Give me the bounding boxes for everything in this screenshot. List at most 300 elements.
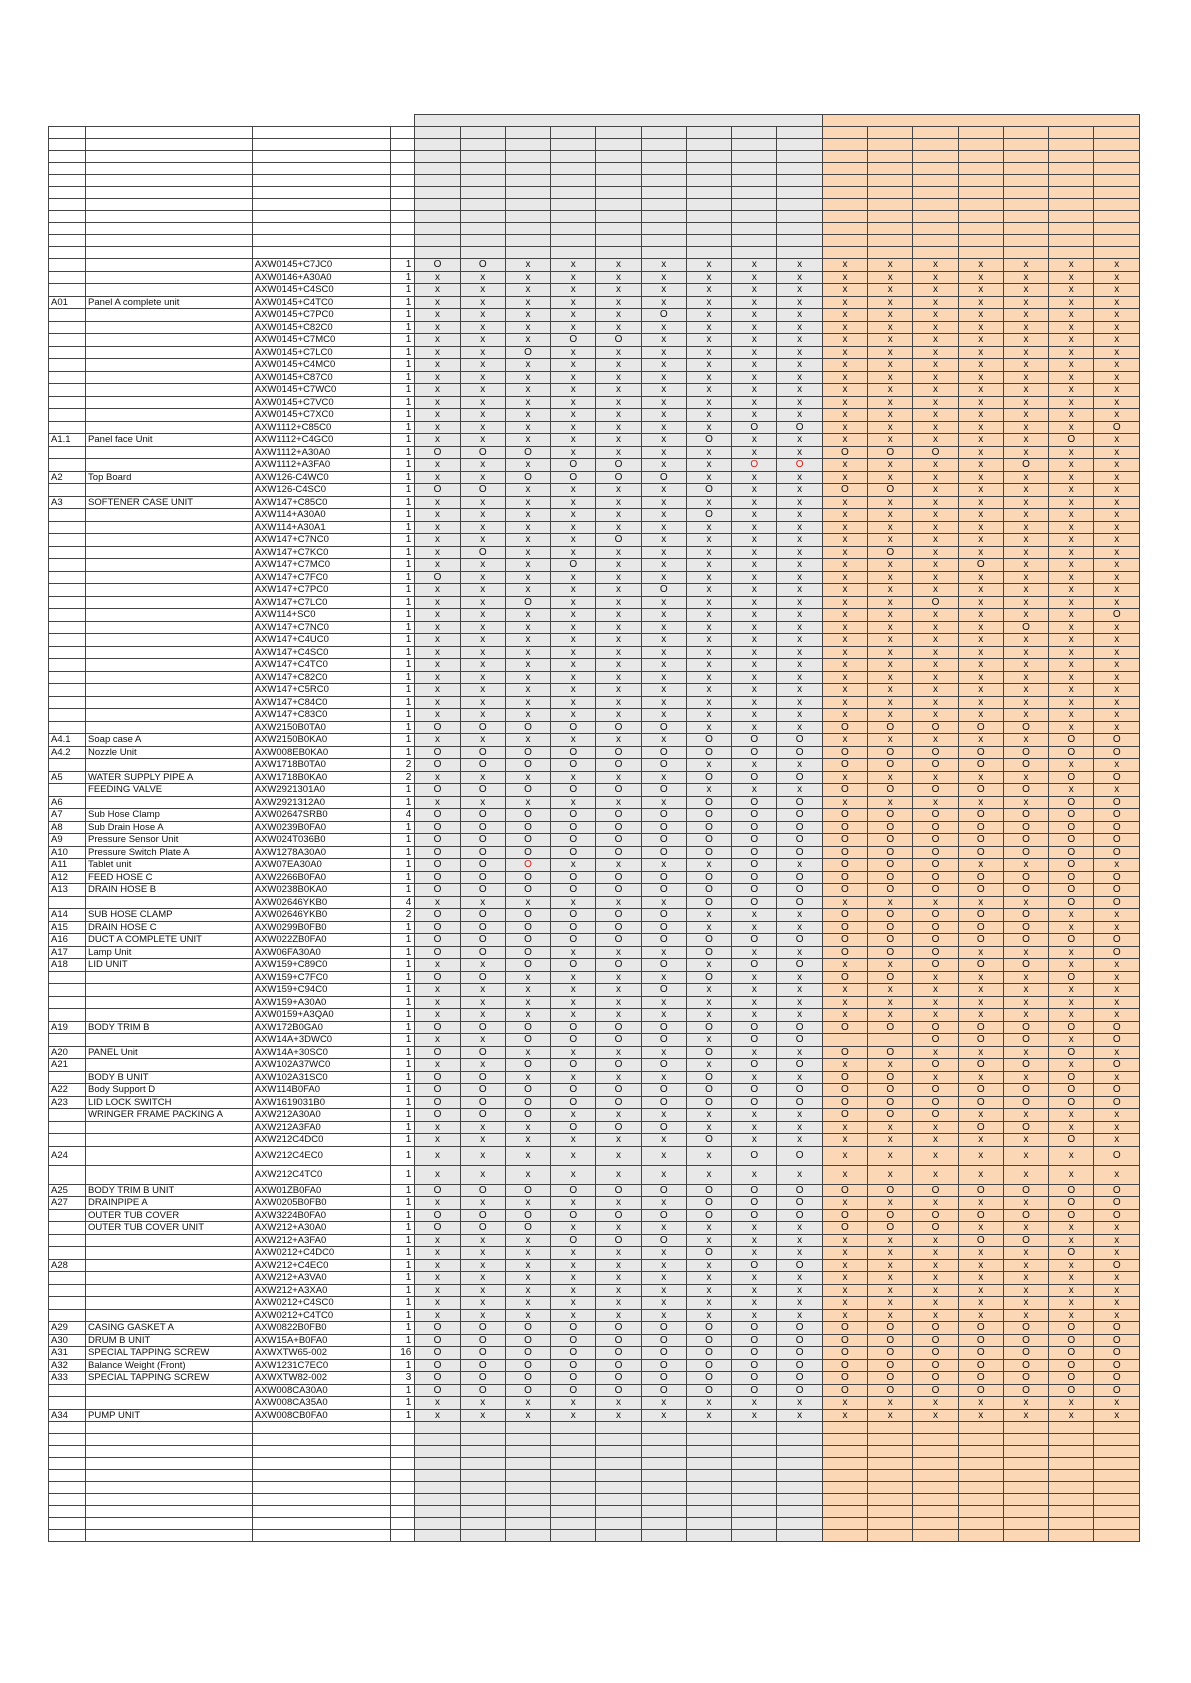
model-mark-cell: x	[732, 484, 777, 497]
model-mark-cell: O	[868, 846, 913, 859]
model-mark-cell: O	[913, 809, 958, 822]
description-cell: PANEL Unit	[86, 1046, 253, 1059]
model-mark-cell: O	[1049, 1359, 1094, 1372]
description-cell	[86, 1297, 253, 1310]
quantity-cell: 1	[390, 446, 415, 459]
model-mark-cell: x	[777, 921, 822, 934]
quantity-cell: 1	[390, 946, 415, 959]
model-mark-cell: x	[777, 646, 822, 659]
ref-cell	[49, 484, 86, 497]
model-mark-cell: O	[913, 596, 958, 609]
model-mark-cell: x	[686, 571, 731, 584]
model-mark-cell	[460, 163, 505, 175]
part-code-cell: AXWXTW65-002	[252, 1347, 390, 1360]
table-row	[49, 634, 1140, 647]
quantity-cell: 1	[390, 959, 415, 972]
model-mark-cell: x	[732, 971, 777, 984]
model-mark-cell: O	[596, 1121, 641, 1134]
model-mark-cell: x	[777, 1409, 822, 1422]
model-mark-cell: x	[732, 384, 777, 397]
model-mark-cell: x	[596, 384, 641, 397]
model-mark-cell: x	[958, 659, 1003, 672]
model-mark-cell: x	[1003, 559, 1048, 572]
model-mark-cell	[1003, 1518, 1048, 1530]
model-mark-cell	[551, 1530, 596, 1542]
model-mark-cell: x	[686, 396, 731, 409]
table-row	[49, 896, 1140, 909]
model-mark-cell: x	[1003, 1071, 1048, 1084]
model-mark-cell	[641, 1506, 686, 1518]
model-mark-cell: x	[1094, 321, 1140, 334]
model-mark-cell: x	[686, 346, 731, 359]
model-mark-cell	[868, 1458, 913, 1470]
model-mark-cell: O	[958, 1034, 1003, 1047]
model-mark-cell: x	[822, 334, 867, 347]
model-mark-cell: x	[913, 896, 958, 909]
description-cell	[86, 584, 253, 597]
part-code-cell: AXW02646YKB0	[252, 896, 390, 909]
part-code-cell: AXW1112+A3FA0	[252, 459, 390, 472]
model-mark-cell: x	[1094, 634, 1140, 647]
model-mark-cell: O	[777, 821, 822, 834]
model-mark-cell: x	[777, 1309, 822, 1322]
model-mark-cell	[1049, 199, 1094, 211]
model-mark-cell: x	[1094, 646, 1140, 659]
model-mark-cell: x	[460, 1009, 505, 1022]
model-mark-cell: O	[641, 909, 686, 922]
model-mark-cell: x	[822, 1259, 867, 1272]
model-mark-cell: x	[1003, 1409, 1048, 1422]
model-mark-cell: O	[551, 471, 596, 484]
model-mark-cell: O	[822, 1209, 867, 1222]
model-mark-cell: O	[913, 946, 958, 959]
model-mark-cell: x	[596, 1397, 641, 1410]
quantity-cell: 1	[390, 359, 415, 372]
model-mark-cell: x	[913, 321, 958, 334]
quantity-cell: 1	[390, 746, 415, 759]
model-mark-cell: O	[505, 346, 550, 359]
model-mark-cell: x	[732, 271, 777, 284]
description-cell	[86, 259, 253, 272]
model-mark-cell: O	[460, 1372, 505, 1385]
model-mark-cell: x	[913, 709, 958, 722]
model-mark-cell	[913, 247, 958, 259]
model-mark-cell	[1094, 187, 1140, 199]
description-cell	[86, 1506, 253, 1518]
model-mark-cell: x	[777, 259, 822, 272]
model-mark-cell: x	[777, 321, 822, 334]
model-mark-cell	[596, 139, 641, 151]
model-mark-cell: O	[1094, 896, 1140, 909]
description-cell	[86, 521, 253, 534]
model-mark-cell: O	[641, 784, 686, 797]
table-row	[49, 1409, 1140, 1422]
model-mark-cell	[1049, 187, 1094, 199]
model-mark-cell: O	[1094, 846, 1140, 859]
model-mark-cell: x	[958, 771, 1003, 784]
model-mark-cell: x	[1049, 1297, 1094, 1310]
model-mark-cell	[686, 1530, 731, 1542]
model-mark-cell: x	[732, 346, 777, 359]
model-mark-cell: x	[596, 1165, 641, 1184]
description-cell	[86, 384, 253, 397]
model-mark-cell: x	[641, 1409, 686, 1422]
model-mark-cell: x	[415, 1134, 460, 1147]
model-mark-cell: x	[958, 334, 1003, 347]
model-mark-cell	[732, 1530, 777, 1542]
model-mark-cell: O	[1003, 1021, 1048, 1034]
ref-cell	[49, 163, 86, 175]
ref-cell: A16	[49, 934, 86, 947]
model-mark-cell: x	[913, 1234, 958, 1247]
model-mark-cell: x	[1049, 946, 1094, 959]
ref-cell	[49, 1397, 86, 1410]
model-mark-cell: x	[868, 671, 913, 684]
model-mark-cell: x	[1049, 359, 1094, 372]
model-mark-cell: O	[958, 884, 1003, 897]
model-mark-cell: x	[1094, 446, 1140, 459]
model-mark-cell: x	[1049, 684, 1094, 697]
table-row	[49, 1197, 1140, 1210]
model-mark-cell: O	[641, 871, 686, 884]
model-mark-cell: x	[1003, 471, 1048, 484]
quantity-cell: 1	[390, 634, 415, 647]
model-mark-cell: x	[641, 359, 686, 372]
model-mark-cell: x	[1094, 1009, 1140, 1022]
ref-cell	[49, 584, 86, 597]
model-mark-cell	[777, 1494, 822, 1506]
model-mark-cell	[1094, 247, 1140, 259]
model-mark-cell: O	[868, 1222, 913, 1235]
quantity-cell: 1	[390, 921, 415, 934]
table-row	[49, 371, 1140, 384]
model-mark-cell: x	[913, 1247, 958, 1260]
model-mark-cell: x	[822, 771, 867, 784]
model-mark-cell: O	[777, 1384, 822, 1397]
model-mark-cell	[686, 235, 731, 247]
model-mark-cell: x	[686, 334, 731, 347]
table-row	[49, 321, 1140, 334]
part-code-cell: AXW0822B0FB0	[252, 1322, 390, 1335]
model-mark-cell: O	[777, 834, 822, 847]
quantity-cell	[390, 1506, 415, 1518]
model-mark-cell: x	[415, 796, 460, 809]
model-mark-cell: x	[551, 996, 596, 1009]
model-mark-cell: x	[596, 971, 641, 984]
model-mark-cell	[1094, 199, 1140, 211]
description-cell	[86, 621, 253, 634]
model-mark-cell	[732, 187, 777, 199]
model-mark-cell: x	[1094, 371, 1140, 384]
ref-cell	[49, 546, 86, 559]
description-cell: Nozzle Unit	[86, 746, 253, 759]
model-mark-cell: x	[551, 696, 596, 709]
model-mark-cell: x	[822, 271, 867, 284]
model-mark-cell: x	[686, 409, 731, 422]
description-cell	[86, 1234, 253, 1247]
quantity-cell: 1	[390, 846, 415, 859]
model-mark-cell	[686, 1458, 731, 1470]
model-mark-cell	[1003, 163, 1048, 175]
model-mark-cell: x	[551, 621, 596, 634]
quantity-cell: 1	[390, 1384, 415, 1397]
model-mark-cell: x	[505, 521, 550, 534]
model-mark-cell: x	[822, 1165, 867, 1184]
model-mark-cell: O	[551, 909, 596, 922]
model-mark-cell: x	[641, 521, 686, 534]
model-mark-cell	[1003, 1446, 1048, 1458]
model-mark-cell: x	[777, 946, 822, 959]
model-mark-cell: O	[641, 1084, 686, 1097]
model-mark-cell: x	[913, 659, 958, 672]
model-mark-cell: x	[868, 334, 913, 347]
model-mark-cell: O	[596, 1096, 641, 1109]
model-mark-cell: x	[596, 1109, 641, 1122]
model-mark-cell	[822, 187, 867, 199]
model-mark-cell: x	[1094, 334, 1140, 347]
model-mark-cell: x	[1094, 309, 1140, 322]
ref-cell	[49, 1034, 86, 1047]
model-mark-cell	[1094, 175, 1140, 187]
model-mark-cell	[1003, 1506, 1048, 1518]
part-code-cell: AXW008CA35A0	[252, 1397, 390, 1410]
model-mark-cell	[1049, 1458, 1094, 1470]
model-mark-cell	[822, 163, 867, 175]
model-mark-cell: x	[551, 659, 596, 672]
model-mark-cell: x	[505, 409, 550, 422]
description-cell	[86, 1059, 253, 1072]
model-mark-cell: x	[777, 1134, 822, 1147]
model-mark-cell: O	[1094, 796, 1140, 809]
part-code-cell	[252, 211, 390, 223]
model-mark-cell: x	[641, 1197, 686, 1210]
model-mark-cell: O	[913, 746, 958, 759]
model-mark-cell: x	[822, 321, 867, 334]
model-mark-cell: x	[551, 646, 596, 659]
model-mark-cell: O	[1003, 759, 1048, 772]
model-mark-cell: x	[732, 1234, 777, 1247]
description-cell	[86, 1009, 253, 1022]
table-row	[49, 1121, 1140, 1134]
model-mark-cell	[1049, 127, 1094, 139]
model-mark-cell	[822, 1470, 867, 1482]
quantity-cell	[390, 247, 415, 259]
part-code-cell	[252, 1446, 390, 1458]
model-mark-cell: x	[1094, 584, 1140, 597]
ref-cell: A13	[49, 884, 86, 897]
model-mark-cell: x	[822, 634, 867, 647]
model-mark-cell: O	[1003, 821, 1048, 834]
model-mark-cell: O	[732, 871, 777, 884]
model-mark-cell: x	[686, 271, 731, 284]
part-code-cell	[252, 1422, 390, 1434]
description-cell	[86, 534, 253, 547]
model-mark-cell: x	[641, 296, 686, 309]
model-mark-cell: x	[868, 1397, 913, 1410]
model-mark-cell: x	[822, 1397, 867, 1410]
model-mark-cell: O	[460, 1334, 505, 1347]
quantity-cell	[390, 1494, 415, 1506]
model-mark-cell	[913, 175, 958, 187]
model-mark-cell	[958, 127, 1003, 139]
model-mark-cell: x	[460, 1259, 505, 1272]
model-mark-cell: x	[415, 559, 460, 572]
model-mark-cell: x	[868, 1247, 913, 1260]
part-code-cell: AXW212+A3XA0	[252, 1284, 390, 1297]
table-row	[49, 1334, 1140, 1347]
model-mark-cell: x	[415, 1197, 460, 1210]
model-mark-cell	[596, 187, 641, 199]
model-mark-cell: O	[913, 884, 958, 897]
model-mark-cell: x	[460, 984, 505, 997]
model-mark-cell: x	[777, 671, 822, 684]
quantity-cell: 1	[390, 534, 415, 547]
model-mark-cell	[822, 223, 867, 235]
part-code-cell	[252, 175, 390, 187]
model-mark-cell: O	[596, 784, 641, 797]
model-mark-cell: x	[415, 384, 460, 397]
model-mark-cell: x	[415, 321, 460, 334]
part-code-cell: AXW06FA30A0	[252, 946, 390, 959]
model-mark-cell	[551, 211, 596, 223]
model-mark-cell: O	[641, 1021, 686, 1034]
model-mark-cell: O	[551, 559, 596, 572]
model-mark-cell: O	[505, 834, 550, 847]
model-mark-cell: x	[1094, 971, 1140, 984]
model-mark-cell: x	[822, 359, 867, 372]
model-mark-cell: x	[1094, 509, 1140, 522]
blank-row	[49, 211, 1140, 223]
model-mark-cell: x	[505, 434, 550, 447]
model-mark-cell: O	[596, 1034, 641, 1047]
model-mark-cell	[641, 1530, 686, 1542]
model-mark-cell: x	[1094, 1272, 1140, 1285]
model-mark-cell: x	[460, 384, 505, 397]
quantity-cell: 1	[390, 734, 415, 747]
description-cell	[86, 896, 253, 909]
model-mark-cell: x	[641, 434, 686, 447]
model-mark-cell: x	[596, 1134, 641, 1147]
model-mark-cell: x	[415, 496, 460, 509]
model-mark-cell: x	[777, 471, 822, 484]
model-mark-cell: x	[460, 396, 505, 409]
model-mark-cell: x	[822, 734, 867, 747]
model-mark-cell	[868, 1470, 913, 1482]
model-mark-cell: O	[958, 721, 1003, 734]
model-mark-cell: x	[1049, 1234, 1094, 1247]
model-mark-cell: O	[1094, 1146, 1140, 1165]
model-mark-cell: O	[1049, 896, 1094, 909]
model-mark-cell: x	[415, 1297, 460, 1310]
model-mark-cell: x	[822, 646, 867, 659]
model-mark-cell: O	[460, 446, 505, 459]
model-mark-cell: O	[1049, 1184, 1094, 1197]
model-mark-cell: x	[460, 1197, 505, 1210]
model-mark-cell: O	[686, 796, 731, 809]
description-cell	[86, 175, 253, 187]
model-mark-cell: O	[1049, 1084, 1094, 1097]
model-mark-cell: O	[686, 1209, 731, 1222]
model-mark-cell	[958, 1446, 1003, 1458]
model-mark-cell: x	[551, 1197, 596, 1210]
model-mark-cell	[958, 1482, 1003, 1494]
quantity-cell: 1	[390, 1121, 415, 1134]
model-mark-cell	[1003, 1458, 1048, 1470]
model-mark-cell: x	[958, 296, 1003, 309]
model-mark-cell: O	[868, 759, 913, 772]
model-mark-cell	[415, 247, 460, 259]
model-mark-cell: O	[868, 934, 913, 947]
model-mark-cell: x	[686, 984, 731, 997]
model-mark-cell: x	[1094, 384, 1140, 397]
model-mark-cell: O	[415, 746, 460, 759]
model-mark-cell: x	[505, 709, 550, 722]
model-mark-cell	[868, 235, 913, 247]
table-row	[49, 609, 1140, 622]
ref-cell	[49, 1121, 86, 1134]
model-mark-cell: O	[1003, 909, 1048, 922]
model-mark-cell	[822, 247, 867, 259]
description-cell	[86, 396, 253, 409]
model-mark-cell	[641, 127, 686, 139]
model-mark-cell: x	[596, 696, 641, 709]
model-mark-cell: O	[551, 1034, 596, 1047]
model-mark-cell: x	[641, 346, 686, 359]
model-mark-cell: x	[732, 921, 777, 934]
description-cell: DRUM B UNIT	[86, 1334, 253, 1347]
quantity-cell	[390, 235, 415, 247]
model-mark-cell: O	[551, 784, 596, 797]
model-mark-cell: x	[460, 1034, 505, 1047]
model-mark-cell: x	[868, 659, 913, 672]
model-mark-cell: x	[1094, 521, 1140, 534]
model-mark-cell: x	[551, 371, 596, 384]
model-mark-cell: O	[596, 1384, 641, 1397]
part-code-cell: AXW212+A3VA0	[252, 1272, 390, 1285]
model-mark-cell: O	[913, 1021, 958, 1034]
model-mark-cell: x	[460, 1146, 505, 1165]
description-cell	[86, 709, 253, 722]
model-mark-cell: x	[913, 459, 958, 472]
model-mark-cell: x	[415, 359, 460, 372]
model-mark-cell	[415, 163, 460, 175]
model-mark-cell	[1094, 235, 1140, 247]
model-mark-cell: x	[686, 284, 731, 297]
model-mark-cell	[958, 247, 1003, 259]
model-mark-cell	[460, 1506, 505, 1518]
model-mark-cell: O	[596, 459, 641, 472]
model-mark-cell: x	[958, 696, 1003, 709]
model-mark-cell: x	[913, 259, 958, 272]
model-mark-cell: O	[596, 909, 641, 922]
quantity-cell: 1	[390, 1247, 415, 1260]
model-mark-cell: O	[1094, 1197, 1140, 1210]
model-mark-cell: O	[732, 1034, 777, 1047]
model-mark-cell: x	[822, 384, 867, 397]
model-mark-cell: O	[415, 1372, 460, 1385]
model-mark-cell: x	[596, 984, 641, 997]
model-mark-cell: x	[460, 896, 505, 909]
model-mark-cell	[777, 1422, 822, 1434]
model-mark-cell: x	[777, 609, 822, 622]
model-mark-cell	[1049, 1518, 1094, 1530]
model-mark-cell: O	[505, 471, 550, 484]
model-mark-cell: O	[641, 884, 686, 897]
model-mark-cell: x	[505, 796, 550, 809]
part-code-cell: AXW0239B0FA0	[252, 821, 390, 834]
model-mark-cell: x	[1049, 459, 1094, 472]
model-mark-cell: x	[958, 1134, 1003, 1147]
